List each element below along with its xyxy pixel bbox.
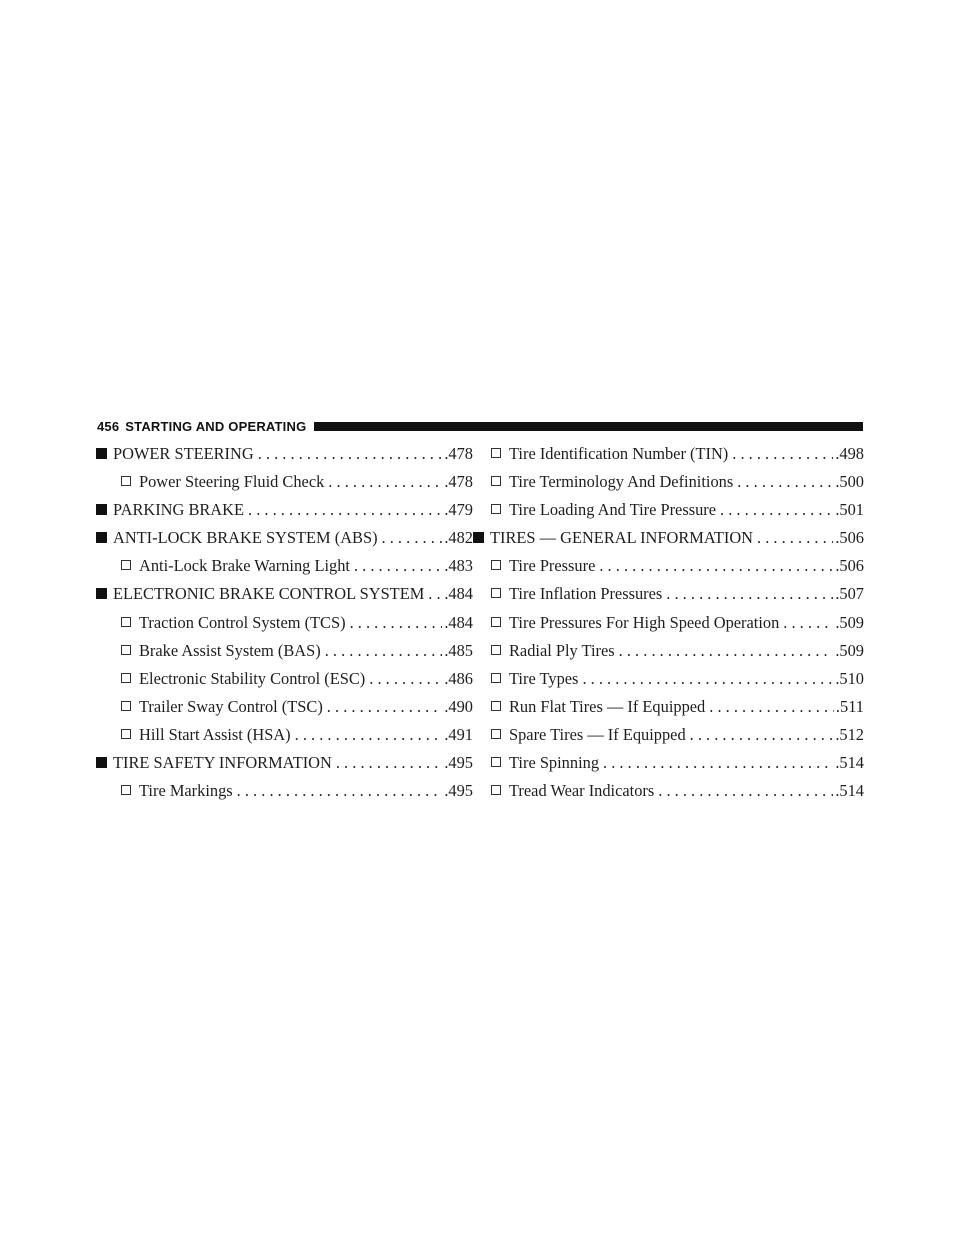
toc-subsection-entry[interactable] xyxy=(490,552,864,580)
toc-subsection-entry[interactable] xyxy=(113,552,473,580)
toc-entry-title: Run Flat Tires — If Equipped xyxy=(509,696,706,716)
toc-entry-title: Brake Assist System (BAS) xyxy=(139,640,321,660)
toc-entry-title: Tire Spinning xyxy=(509,753,600,773)
toc-entry-title: Hill Start Assist (HSA) xyxy=(139,724,291,744)
toc-entry-page: .491 xyxy=(444,724,473,744)
dot-leader xyxy=(603,749,833,777)
dot-leader xyxy=(325,637,443,665)
toc-subsection-entry[interactable] xyxy=(113,777,473,805)
square-bullet-icon xyxy=(473,532,484,543)
toc-subsection-entry[interactable] xyxy=(113,637,473,665)
toc-entry-title: TIRES — GENERAL INFORMATION xyxy=(490,528,754,548)
toc-entry-page: .514 xyxy=(835,753,864,773)
hollow-square-bullet-icon xyxy=(491,757,501,767)
toc-subsection-entry[interactable] xyxy=(490,665,864,693)
dot-leader xyxy=(354,552,442,580)
hollow-square-bullet-icon xyxy=(491,729,501,739)
header-rule xyxy=(314,422,863,431)
section-title: STARTING AND OPERATING xyxy=(125,419,307,434)
dot-leader xyxy=(582,665,833,693)
toc-subsection-entry[interactable] xyxy=(490,496,864,524)
toc-entry-title: Spare Tires — If Equipped xyxy=(509,724,686,744)
dot-leader xyxy=(658,777,833,805)
toc-entry-page: .501 xyxy=(835,500,864,520)
dot-leader xyxy=(327,693,443,721)
dot-leader xyxy=(783,609,833,637)
toc-section-entry[interactable] xyxy=(490,524,864,552)
toc-entry-page: .482 xyxy=(444,528,473,548)
toc-entry-page: .514 xyxy=(835,781,864,801)
square-bullet-icon xyxy=(96,588,107,599)
toc-section-entry[interactable] xyxy=(113,440,473,468)
toc-entry-page: .484 xyxy=(444,584,473,604)
toc-entry-title: Tire Identification Number (TIN) xyxy=(509,444,729,463)
dot-leader xyxy=(428,580,442,608)
toc-column-left xyxy=(113,440,473,805)
hollow-square-bullet-icon xyxy=(491,617,501,627)
toc-entry-title: ANTI-LOCK BRAKE SYSTEM (ABS) xyxy=(113,528,378,548)
toc-entry-page: .479 xyxy=(444,500,473,520)
toc-entry-title: Tire Inflation Pressures xyxy=(509,584,663,604)
toc-entry-title: Traction Control System (TCS) xyxy=(139,612,346,632)
toc-subsection-entry[interactable] xyxy=(113,721,473,749)
toc-entry-page: .495 xyxy=(444,781,473,801)
dot-leader xyxy=(336,749,442,777)
page-number: 456 xyxy=(97,419,120,434)
dot-leader xyxy=(328,468,442,496)
toc-subsection-entry[interactable] xyxy=(490,440,864,468)
toc-entry-title: PARKING BRAKE xyxy=(113,500,244,520)
dot-leader xyxy=(732,440,833,468)
hollow-square-bullet-icon xyxy=(491,560,501,570)
dot-leader xyxy=(709,693,834,721)
toc-entry-page: .511 xyxy=(835,696,864,716)
toc-subsection-entry[interactable] xyxy=(113,665,473,693)
toc-entry-page: .500 xyxy=(835,472,864,492)
hollow-square-bullet-icon xyxy=(121,729,131,739)
hollow-square-bullet-icon xyxy=(121,645,131,655)
dot-leader xyxy=(258,440,443,468)
dot-leader xyxy=(350,609,443,637)
toc-subsection-entry[interactable] xyxy=(490,580,864,608)
dot-leader xyxy=(737,468,833,496)
toc-entry-title: TIRE SAFETY INFORMATION xyxy=(113,753,332,773)
hollow-square-bullet-icon xyxy=(121,785,131,795)
hollow-square-bullet-icon xyxy=(121,701,131,711)
square-bullet-icon xyxy=(96,448,107,459)
toc-subsection-entry[interactable] xyxy=(490,721,864,749)
toc-entry-title: Tire Loading And Tire Pressure xyxy=(509,500,717,520)
square-bullet-icon xyxy=(96,504,107,515)
hollow-square-bullet-icon xyxy=(491,645,501,655)
toc-entry-page: .509 xyxy=(835,612,864,632)
dot-leader xyxy=(720,496,833,524)
toc-entry-page: .509 xyxy=(835,640,864,660)
hollow-square-bullet-icon xyxy=(121,560,131,570)
hollow-square-bullet-icon xyxy=(491,448,501,458)
square-bullet-icon xyxy=(96,532,107,543)
dot-leader xyxy=(295,721,443,749)
toc-subsection-entry[interactable] xyxy=(490,749,864,777)
hollow-square-bullet-icon xyxy=(491,476,501,486)
toc-entry-page: .478 xyxy=(444,444,473,463)
toc-entry-title: Anti-Lock Brake Warning Light xyxy=(139,556,350,576)
dot-leader xyxy=(369,665,442,693)
hollow-square-bullet-icon xyxy=(491,785,501,795)
dot-leader xyxy=(248,496,442,524)
hollow-square-bullet-icon xyxy=(491,504,501,514)
toc-entry-title: POWER STEERING xyxy=(113,444,254,463)
toc-section-entry[interactable] xyxy=(113,749,473,777)
toc-subsection-entry[interactable] xyxy=(490,609,864,637)
toc-entry-title: Trailer Sway Control (TSC) xyxy=(139,696,323,716)
toc-entry-page: .478 xyxy=(444,472,473,492)
toc-entry-page: .486 xyxy=(444,668,473,688)
toc-entry-title: Tire Pressure xyxy=(509,556,596,576)
dot-leader xyxy=(382,524,443,552)
toc-entry-page: .507 xyxy=(835,584,864,604)
hollow-square-bullet-icon xyxy=(491,673,501,683)
toc-entry-title: ELECTRONIC BRAKE CONTROL SYSTEM xyxy=(113,584,425,604)
toc-subsection-entry[interactable] xyxy=(490,468,864,496)
toc-entry-title: Tire Markings xyxy=(139,781,233,801)
toc-entry-page: .485 xyxy=(444,640,473,660)
toc-entry-title: Radial Ply Tires xyxy=(509,640,615,660)
toc-entry-page: .512 xyxy=(835,724,864,744)
toc-entry-page: .498 xyxy=(835,444,864,463)
toc-entry-title: Tire Terminology And Definitions xyxy=(509,472,734,492)
toc-column-right xyxy=(490,440,864,805)
toc-entry-page: .483 xyxy=(444,556,473,576)
hollow-square-bullet-icon xyxy=(121,476,131,486)
toc-section-entry[interactable] xyxy=(113,524,473,552)
toc-entry-page: .495 xyxy=(444,753,473,773)
toc-entry-title: Power Steering Fluid Check xyxy=(139,472,325,492)
dot-leader xyxy=(666,580,833,608)
toc-subsection-entry[interactable] xyxy=(490,637,864,665)
toc-subsection-entry[interactable] xyxy=(490,777,864,805)
hollow-square-bullet-icon xyxy=(121,617,131,627)
hollow-square-bullet-icon xyxy=(491,588,501,598)
dot-leader xyxy=(599,552,833,580)
toc-subsection-entry[interactable] xyxy=(113,609,473,637)
toc-section-entry[interactable] xyxy=(113,496,473,524)
toc-entry-title: Electronic Stability Control (ESC) xyxy=(139,668,366,688)
toc-entry-page: .510 xyxy=(835,668,864,688)
toc-entry-page: .490 xyxy=(444,696,473,716)
hollow-square-bullet-icon xyxy=(491,701,501,711)
square-bullet-icon xyxy=(96,757,107,768)
toc-entry-page: .506 xyxy=(835,556,864,576)
toc-entry-title: Tread Wear Indicators xyxy=(509,781,655,801)
dot-leader xyxy=(237,777,443,805)
page-header xyxy=(97,418,863,435)
hollow-square-bullet-icon xyxy=(121,673,131,683)
dot-leader xyxy=(619,637,834,665)
dot-leader xyxy=(690,721,834,749)
toc-section-entry[interactable] xyxy=(113,580,473,608)
toc-entry-title: Tire Types xyxy=(509,668,579,688)
toc-entry-page: .506 xyxy=(835,528,864,548)
dot-leader xyxy=(757,524,833,552)
toc-subsection-entry[interactable] xyxy=(113,693,473,721)
toc-entry-title: Tire Pressures For High Speed Operation xyxy=(509,612,780,632)
toc-entry-page: .484 xyxy=(444,612,473,632)
toc-subsection-entry[interactable] xyxy=(113,468,473,496)
toc-subsection-entry[interactable] xyxy=(490,693,864,721)
